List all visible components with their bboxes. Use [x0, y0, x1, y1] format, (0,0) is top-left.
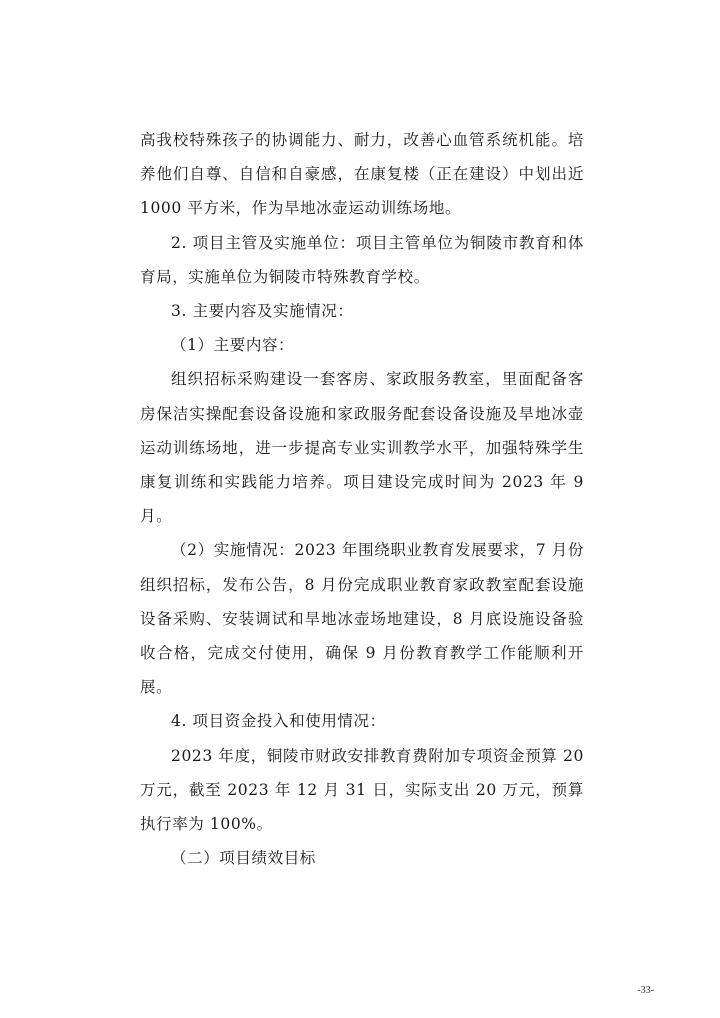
page-number: -33-	[637, 985, 654, 996]
paragraph-funds: 2023 年度，铜陵市财政安排教育费附加专项资金预算 20 万元，截至 2023 年 12 月 31 日，实际支出 20 万元，预算执行率为 100%。	[140, 746, 584, 834]
paragraph-implementation: （2）实施情况：2023 年围绕职业教育发展要求，7 月份组织招标，发布公告，8 月份完成职业教育家政教室配套设施设备采购、安装调试和旱地冰壶场地建设，8 月底设施设备验收合格，完成交付使用，确保 9 月份教育教学工作能顺利开展。	[140, 541, 584, 697]
paragraph-main-content: 组织招标采购建设一套客房、家政服务教室，里面配备客房保洁实操配套设备设施和家政服务配套设备设施及旱地冰壶运动训练场地，进一步提高专业实训教学水平，加强特殊学生康复训练和实践能力培养。项目建设完成时间为 2023 年 9 月。	[140, 370, 584, 526]
paragraph-continuation: 高我校特殊孩子的协调能力、耐力，改善心血管系统机能。培养他们自尊、自信和自豪感，在康复楼（正在建设）中划出近 1000 平方米，作为旱地冰壶运动训练场地。	[140, 131, 584, 218]
paragraph-subheading-main-content: （1）主要内容：	[171, 336, 295, 355]
paragraph-heading-funds: 4. 项目资金投入和使用情况：	[171, 712, 386, 731]
paragraph-heading-content: 3. 主要内容及实施情况：	[171, 302, 354, 321]
paragraph-heading-goals: （二）项目绩效目标	[171, 849, 316, 868]
paragraph-project-unit: 2. 项目主管及实施单位：项目主管单位为铜陵市教育和体育局，实施单位为铜陵市特殊教育学校。	[140, 233, 584, 286]
document-body	[140, 123, 584, 875]
